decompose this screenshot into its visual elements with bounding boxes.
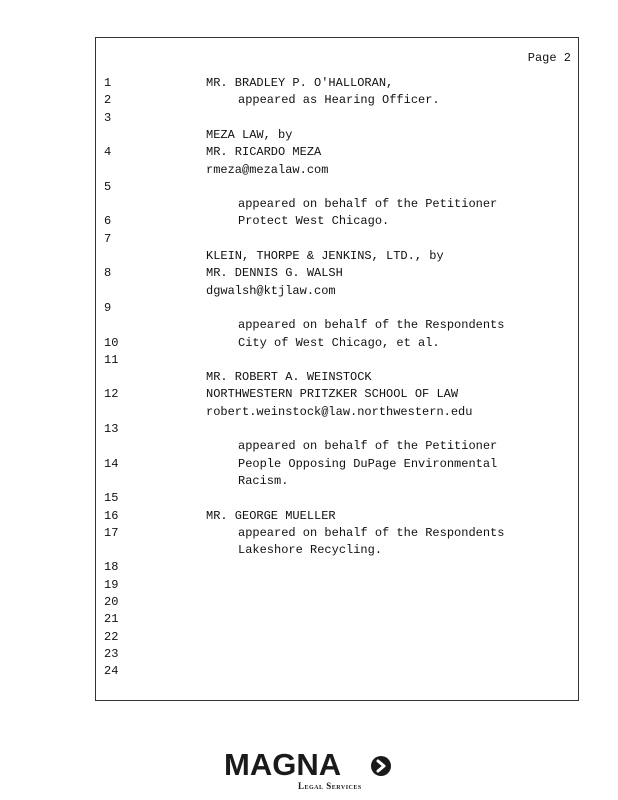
transcript-line	[96, 369, 578, 386]
line-number: 14	[104, 456, 119, 471]
transcript-line	[96, 559, 578, 576]
page-number: Page 2	[527, 51, 571, 65]
line-number: 17	[104, 525, 119, 540]
transcript-line	[96, 508, 578, 525]
line-text: MR. RICARDO MEZA	[206, 145, 322, 160]
logo-subtitle: Legal Services	[298, 781, 362, 791]
line-number: 23	[104, 646, 119, 661]
line-text: People Opposing DuPage Environmental	[238, 456, 498, 471]
line-number: 11	[104, 352, 119, 367]
line-text: MEZA LAW, by	[206, 127, 293, 142]
line-number: 3	[104, 110, 112, 125]
line-number: 18	[104, 560, 119, 575]
transcript-line	[96, 144, 578, 161]
transcript-line	[96, 248, 578, 265]
transcript-line	[96, 490, 578, 507]
line-text: appeared on behalf of the Petitioner	[238, 197, 498, 212]
transcript-line	[96, 404, 578, 421]
line-text: Lakeshore Recycling.	[238, 543, 383, 558]
logo-wordmark: MAGNA	[224, 747, 342, 782]
transcript-line	[96, 127, 578, 144]
line-number: 10	[104, 335, 119, 350]
transcript-line	[96, 577, 578, 594]
line-number: 2	[104, 93, 112, 108]
line-number: 20	[104, 595, 119, 609]
transcript-line	[96, 179, 578, 196]
line-number: 22	[104, 629, 119, 644]
transcript-line	[96, 663, 578, 680]
line-text: MR. ROBERT A. WEINSTOCK	[206, 370, 372, 385]
line-number: 9	[104, 300, 112, 315]
line-number: 16	[104, 508, 119, 523]
line-number: 12	[104, 387, 119, 402]
transcript-line	[96, 231, 578, 248]
transcript-line	[96, 265, 578, 282]
line-number: 8	[104, 266, 112, 281]
transcript-line	[96, 335, 578, 352]
transcript-line	[96, 594, 578, 611]
transcript-line	[96, 473, 578, 490]
line-text: Racism.	[238, 473, 289, 488]
line-text: dgwalsh@ktjlaw.com	[206, 283, 336, 298]
line-text: City of West Chicago, et al.	[238, 335, 440, 350]
line-number: 21	[104, 612, 119, 627]
arrow-circle-icon	[370, 755, 392, 777]
transcript-line	[96, 525, 578, 542]
line-text: MR. GEORGE MUELLER	[206, 508, 336, 523]
line-text: robert.weinstock@law.northwestern.edu	[206, 404, 473, 419]
transcript-line	[96, 542, 578, 559]
magna-logo	[224, 748, 404, 794]
transcript-line	[96, 92, 578, 109]
line-text: appeared on behalf of the Petitioner	[238, 439, 498, 454]
transcript-line	[96, 300, 578, 317]
transcript-line	[96, 213, 578, 230]
line-number: 6	[104, 214, 112, 229]
line-number: 24	[104, 664, 119, 679]
line-number: 1	[104, 76, 112, 90]
transcript-line	[96, 456, 578, 473]
transcript-line	[96, 352, 578, 369]
line-number: 19	[104, 577, 119, 592]
transcript-page	[95, 37, 579, 701]
transcript-line	[96, 421, 578, 438]
transcript-line	[96, 110, 578, 127]
transcript-line	[96, 196, 578, 213]
line-number: 7	[104, 231, 112, 246]
line-text: MR. BRADLEY P. O'HALLORAN,	[206, 76, 394, 90]
line-number: 15	[104, 491, 119, 506]
transcript-line	[96, 611, 578, 628]
transcript-line	[96, 283, 578, 300]
line-number: 5	[104, 179, 112, 194]
transcript-line	[96, 386, 578, 403]
transcript-line	[96, 438, 578, 455]
line-text: appeared as Hearing Officer.	[238, 93, 440, 108]
transcript-line	[96, 629, 578, 646]
line-number: 13	[104, 422, 119, 436]
line-text: NORTHWESTERN PRITZKER SCHOOL OF LAW	[206, 387, 459, 402]
line-text: MR. DENNIS G. WALSH	[206, 266, 343, 281]
line-text: KLEIN, THORPE & JENKINS, LTD., by	[206, 249, 444, 263]
line-text: appeared on behalf of the Respondents	[238, 525, 505, 540]
line-number: 4	[104, 145, 112, 160]
line-text: appeared on behalf of the Respondents	[238, 318, 505, 333]
transcript-line	[96, 162, 578, 179]
transcript-line	[96, 75, 578, 92]
transcript-line	[96, 317, 578, 334]
transcript-line	[96, 646, 578, 663]
line-text: Protect West Chicago.	[238, 214, 390, 229]
line-text: rmeza@mezalaw.com	[206, 162, 329, 177]
